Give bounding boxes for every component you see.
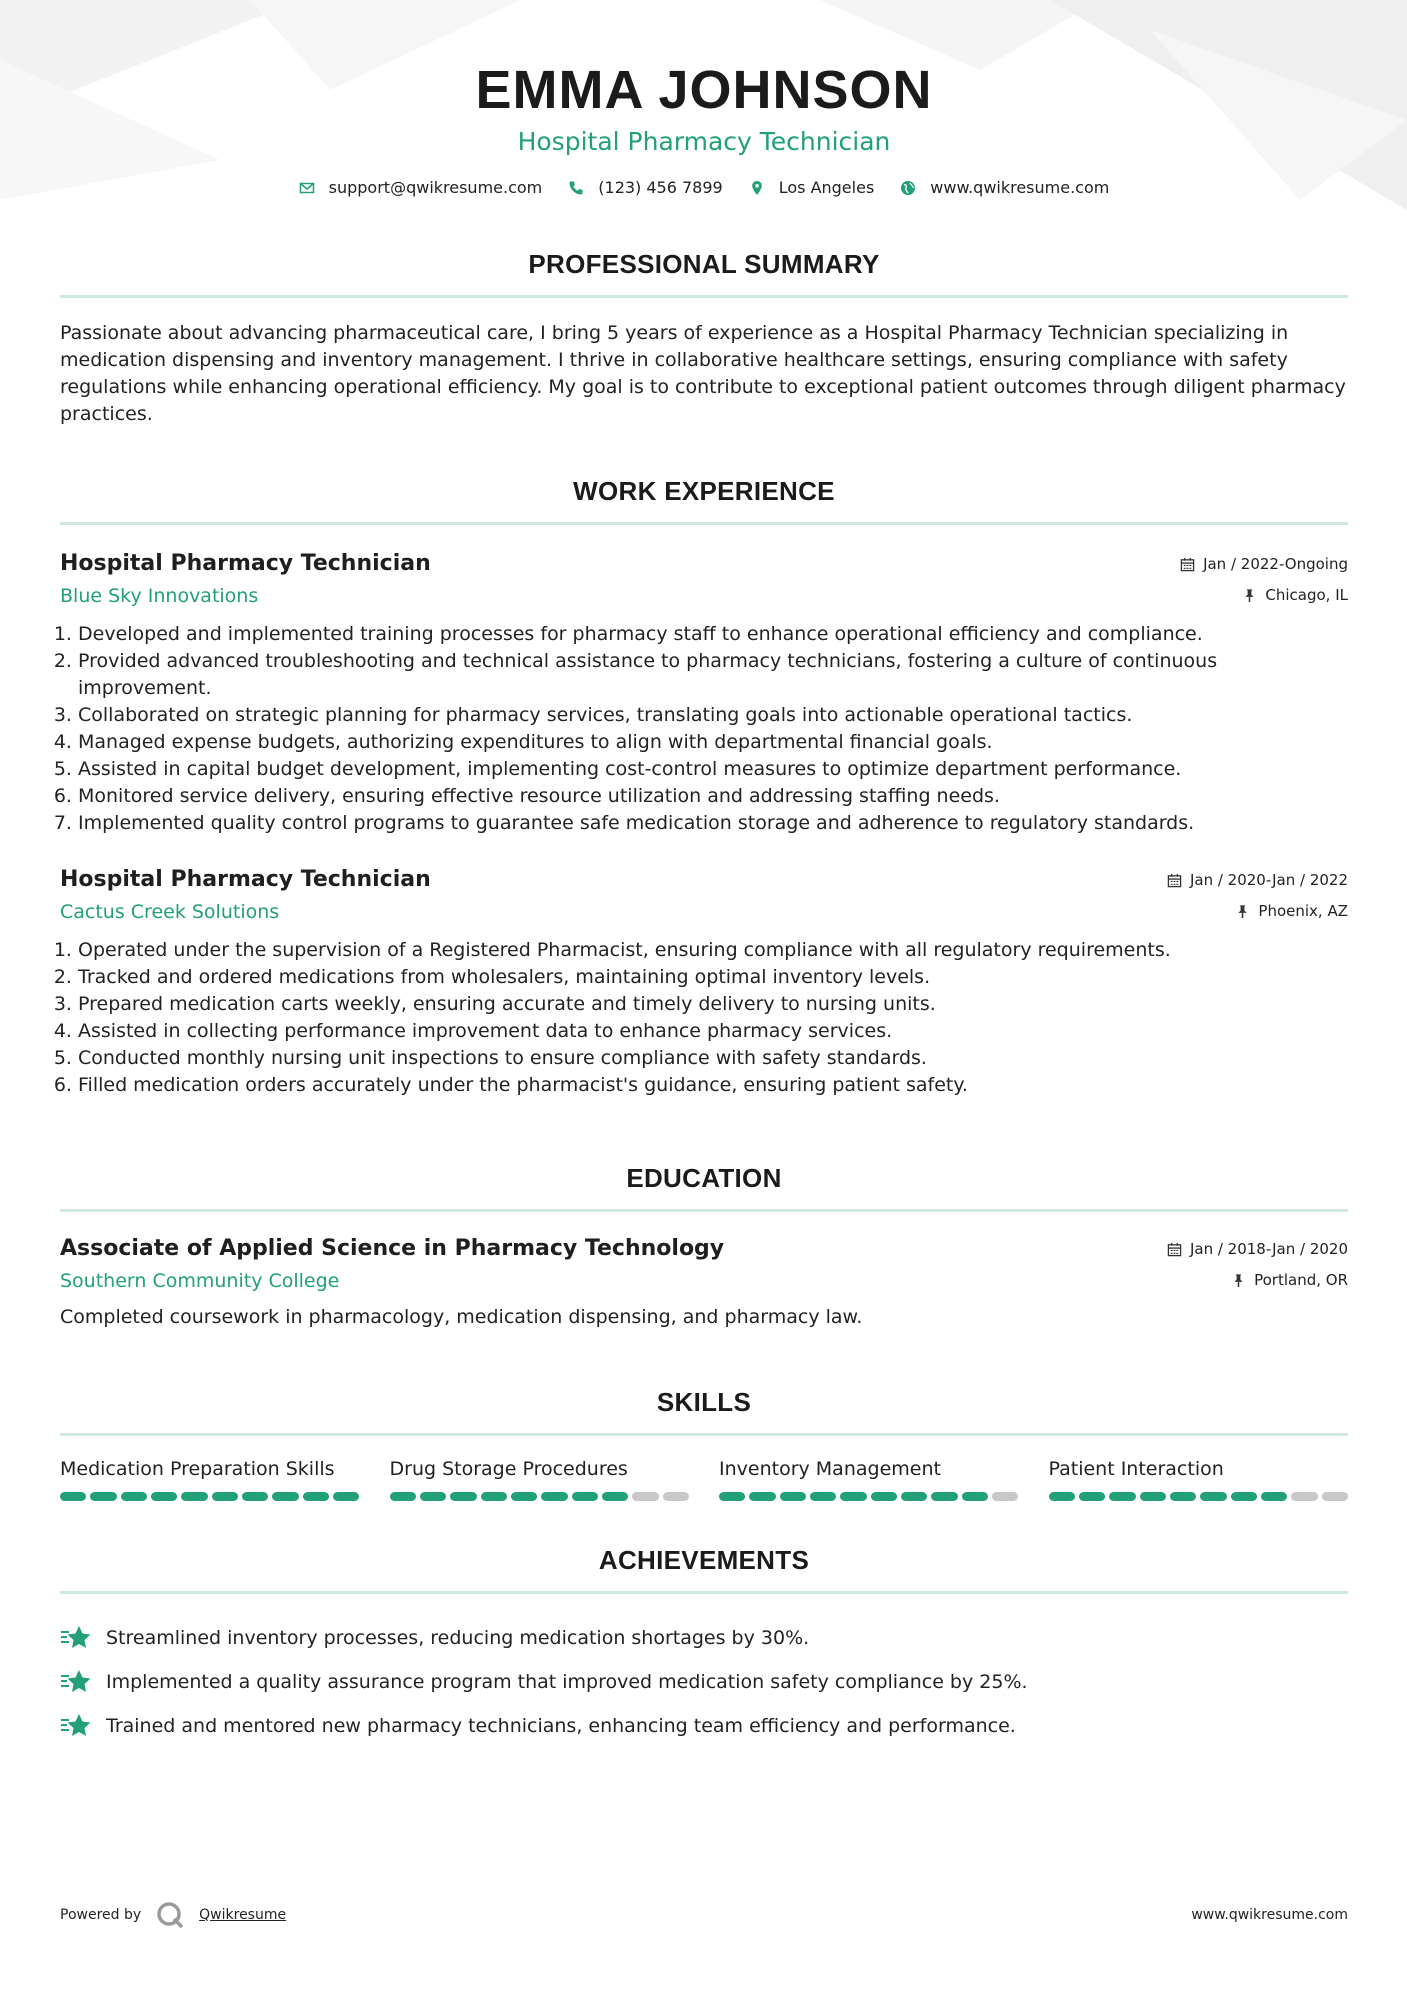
- school-name: Southern Community College: [60, 1270, 340, 1292]
- contact-website[interactable]: [900, 178, 1109, 197]
- pushpin-icon: [1235, 904, 1250, 919]
- duty-list: [60, 621, 1348, 837]
- skill-segment-empty: [1291, 1492, 1317, 1501]
- skill-name: Inventory Management: [719, 1458, 941, 1480]
- job-dates-text: Jan / 2020-Jan / 2022: [1189, 871, 1348, 889]
- list-item: 1. Operated under the supervision of a Registered Pharmacist, ensuring compliance with all regulatory requirements.: [78, 937, 1348, 964]
- list-item: 6. Filled medication orders accurately under the pharmacist's guidance, ensuring patient safety.: [78, 1072, 1348, 1099]
- skill-segment-filled: [481, 1492, 507, 1501]
- company-name: Cactus Creek Solutions: [60, 901, 280, 923]
- job-dates: [1180, 555, 1348, 573]
- star-icon: [60, 1623, 94, 1653]
- skills-section: [60, 1387, 1348, 1501]
- skill-level-bar: [390, 1492, 690, 1501]
- education-location-text: Portland, OR: [1254, 1271, 1348, 1289]
- list-item: 2. Provided advanced troubleshooting and technical assistance to pharmacy technicians, fostering a culture of continuous improvement.: [78, 648, 1348, 702]
- job-location: [1235, 902, 1348, 920]
- email-text: support@qwikresume.com: [328, 178, 543, 197]
- summary-text: Passionate about advancing pharmaceutical care, I bring 5 years of experience as a Hospital Pharmacy Technician specializing in medication dispensing and inventory management. I thrive in collaborative healthcare settings, ensuring compliance with safety regulations while enhancing operational efficiency. My goal is to contribute to exceptional patient outcomes through diligent pharmacy practices.: [60, 322, 1346, 425]
- list-item: 3. Collaborated on strategic planning for pharmacy services, translating goals into actionable operational tactics.: [78, 702, 1348, 729]
- skills-list: [60, 1456, 1348, 1501]
- contact-bar: [60, 178, 1348, 197]
- skill-segment-filled: [871, 1492, 897, 1501]
- skill-segment-filled: [572, 1492, 598, 1501]
- skill-segment-empty: [992, 1492, 1018, 1501]
- achievement-text: Trained and mentored new pharmacy technicians, enhancing team efficiency and performance.: [106, 1715, 1016, 1737]
- summary-section: [60, 249, 1348, 428]
- job-location-text: Phoenix, AZ: [1258, 902, 1348, 920]
- job-location: [1242, 586, 1348, 604]
- star-icon: [60, 1711, 94, 1741]
- experience-heading: WORK EXPERIENCE: [573, 476, 835, 506]
- job-title: Hospital Pharmacy Technician: [60, 867, 431, 892]
- skill-segment-filled: [1109, 1492, 1135, 1501]
- skill-segment-filled: [1140, 1492, 1166, 1501]
- skill-segment-filled: [749, 1492, 775, 1501]
- skill-segment-empty: [663, 1492, 689, 1501]
- job-entry: [60, 865, 1348, 1099]
- calendar-icon: [1167, 1242, 1182, 1257]
- skill-segment-filled: [602, 1492, 628, 1501]
- achievement-item: [60, 1616, 1348, 1660]
- education-dates: [1167, 1240, 1348, 1258]
- resume-header: [60, 0, 1348, 197]
- envelope-icon: [299, 180, 315, 196]
- section-divider: [60, 1209, 1348, 1212]
- skill-segment-filled: [1079, 1492, 1105, 1501]
- skill-segment-filled: [1261, 1492, 1287, 1501]
- skill-name: Patient Interaction: [1048, 1458, 1224, 1480]
- list-item: 2. Tracked and ordered medications from wholesalers, maintaining optimal inventory levels.: [78, 964, 1348, 991]
- list-item: 5. Conducted monthly nursing unit inspections to ensure compliance with safety standards.: [78, 1045, 1348, 1072]
- duty-list: [60, 937, 1348, 1099]
- skill-segment-filled: [1200, 1492, 1226, 1501]
- skill-segment-filled: [151, 1492, 177, 1501]
- skill-segment-empty: [632, 1492, 658, 1501]
- skills-heading: SKILLS: [656, 1387, 752, 1417]
- education-heading: EDUCATION: [626, 1163, 782, 1193]
- qwikresume-logo-icon: [155, 1900, 185, 1930]
- map-pin-icon: [749, 180, 765, 196]
- skill-item: [390, 1456, 690, 1501]
- contact-phone[interactable]: [568, 178, 722, 197]
- skill-name: Medication Preparation Skills: [60, 1458, 335, 1480]
- education-location: [1231, 1271, 1348, 1289]
- list-item: 3. Prepared medication carts weekly, ensuring accurate and timely delivery to nursing units.: [78, 991, 1348, 1018]
- skill-segment-filled: [840, 1492, 866, 1501]
- skill-segment-filled: [511, 1492, 537, 1501]
- section-divider: [60, 295, 1348, 298]
- achievement-item: [60, 1704, 1348, 1748]
- skill-name: Drug Storage Procedures: [389, 1458, 628, 1480]
- website-text: www.qwikresume.com: [930, 178, 1110, 197]
- job-title: Hospital Pharmacy Technician: [60, 551, 431, 576]
- skill-item: [719, 1456, 1019, 1501]
- achievements-heading: ACHIEVEMENTS: [598, 1545, 810, 1575]
- pushpin-icon: [1231, 1273, 1246, 1288]
- job-entry: [60, 549, 1348, 837]
- skill-segment-filled: [90, 1492, 116, 1501]
- achievement-list: [60, 1616, 1348, 1748]
- section-divider: [60, 1591, 1348, 1594]
- skill-segment-filled: [390, 1492, 416, 1501]
- skill-segment-filled: [1049, 1492, 1075, 1501]
- education-description: Completed coursework in pharmacology, medication dispensing, and pharmacy law.: [60, 1306, 863, 1328]
- job-dates: [1167, 871, 1348, 889]
- candidate-name: EMMA JOHNSON: [475, 60, 933, 120]
- skill-segment-filled: [541, 1492, 567, 1501]
- candidate-title: Hospital Pharmacy Technician: [517, 127, 891, 156]
- list-item: 4. Assisted in collecting performance improvement data to enhance pharmacy services.: [78, 1018, 1348, 1045]
- phone-icon: [568, 180, 584, 196]
- pushpin-icon: [1242, 588, 1257, 603]
- skill-segment-filled: [962, 1492, 988, 1501]
- skill-segment-filled: [60, 1492, 86, 1501]
- job-dates-text: Jan / 2022-Ongoing: [1203, 555, 1348, 573]
- skill-segment-filled: [1231, 1492, 1257, 1501]
- achievement-item: [60, 1660, 1348, 1704]
- degree-title: Associate of Applied Science in Pharmacy Technology: [60, 1236, 725, 1261]
- location-text: Los Angeles: [778, 178, 875, 197]
- achievement-text: Streamlined inventory processes, reducing medication shortages by 30%.: [106, 1627, 810, 1649]
- calendar-icon: [1180, 557, 1195, 572]
- experience-section: [60, 476, 1348, 1099]
- skill-segment-filled: [333, 1492, 359, 1501]
- list-item: 6. Monitored service delivery, ensuring effective resource utilization and addressing staffing needs.: [78, 783, 1348, 810]
- section-divider: [60, 522, 1348, 525]
- powered-by: [60, 1900, 286, 1930]
- education-entry: [60, 1234, 1348, 1331]
- skill-segment-filled: [1170, 1492, 1196, 1501]
- skill-segment-filled: [780, 1492, 806, 1501]
- resume-page: [60, 0, 1348, 1748]
- job-location-text: Chicago, IL: [1265, 586, 1348, 604]
- skill-item: [60, 1456, 360, 1501]
- skill-segment-filled: [420, 1492, 446, 1501]
- globe-icon: [900, 180, 916, 196]
- skill-level-bar: [60, 1492, 360, 1501]
- footer-website[interactable]: www.qwikresume.com: [1191, 1907, 1348, 1923]
- phone-text: (123) 456 7899: [598, 178, 723, 197]
- skill-segment-filled: [181, 1492, 207, 1501]
- summary-heading: PROFESSIONAL SUMMARY: [528, 249, 880, 279]
- skill-item: [1049, 1456, 1349, 1501]
- qwikresume-link[interactable]: Qwikresume: [199, 1907, 287, 1923]
- skill-segment-filled: [242, 1492, 268, 1501]
- skill-segment-filled: [303, 1492, 329, 1501]
- skill-segment-filled: [810, 1492, 836, 1501]
- skill-level-bar: [719, 1492, 1019, 1501]
- skill-segment-filled: [272, 1492, 298, 1501]
- skill-segment-empty: [1322, 1492, 1348, 1501]
- powered-by-label: Powered by: [60, 1907, 142, 1923]
- education-dates-text: Jan / 2018-Jan / 2020: [1189, 1240, 1348, 1258]
- contact-email[interactable]: [299, 178, 543, 197]
- skill-segment-filled: [931, 1492, 957, 1501]
- list-item: 4. Managed expense budgets, authorizing expenditures to align with departmental financial goals.: [78, 729, 1348, 756]
- skill-segment-filled: [121, 1492, 147, 1501]
- achievements-section: [60, 1545, 1348, 1748]
- list-item: 7. Implemented quality control programs to guarantee safe medication storage and adherence to regulatory standards.: [78, 810, 1348, 837]
- skill-segment-filled: [901, 1492, 927, 1501]
- education-section: [60, 1163, 1348, 1331]
- star-icon: [60, 1667, 94, 1697]
- list-item: 1. Developed and implemented training processes for pharmacy staff to enhance operational efficiency and compliance.: [78, 621, 1348, 648]
- skill-segment-filled: [450, 1492, 476, 1501]
- skill-level-bar: [1049, 1492, 1349, 1501]
- contact-location: [749, 178, 875, 197]
- page-footer: [60, 1900, 1348, 1930]
- list-item: 5. Assisted in capital budget development, implementing cost-control measures to optimize department performance.: [78, 756, 1348, 783]
- skill-segment-filled: [212, 1492, 238, 1501]
- achievement-text: Implemented a quality assurance program that improved medication safety compliance by 25%.: [106, 1671, 1028, 1693]
- section-divider: [60, 1433, 1348, 1436]
- calendar-icon: [1167, 873, 1182, 888]
- skill-segment-filled: [719, 1492, 745, 1501]
- company-name: Blue Sky Innovations: [60, 585, 259, 607]
